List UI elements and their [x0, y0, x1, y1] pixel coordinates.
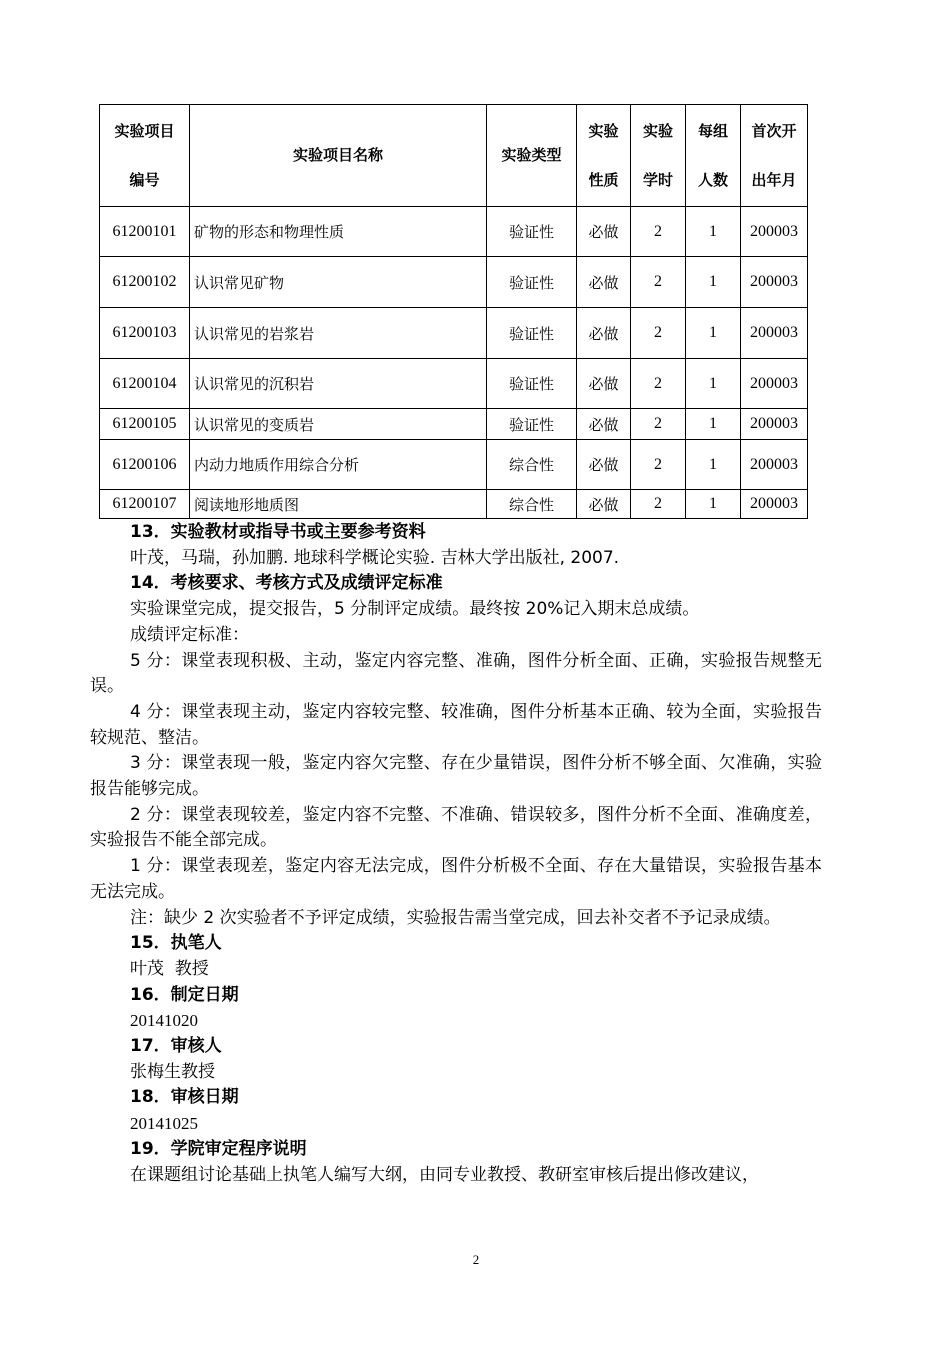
section-17-text: 张梅生教授 — [130, 1061, 215, 1082]
section-18-title: 18．审核日期 — [130, 1087, 239, 1108]
section-13-text: 叶茂，马瑞，孙加鹏. 地球科学概论实验. 吉林大学出版社, 2007. — [130, 547, 620, 568]
section-14-criteria: 成绩评定标准： — [130, 624, 249, 645]
cell-code: 61200107 — [100, 490, 190, 519]
grade-4-text: 4 分：课堂表现主动，鉴定内容较完整、较准确，图件分析基本正确、较为全面，实验报告较规范、整洁。 — [90, 701, 822, 748]
cell-first: 200003 — [741, 207, 808, 257]
cell-group: 1 — [686, 308, 741, 359]
section-19-title: 19．学院审定程序说明 — [130, 1138, 307, 1159]
grade-note: 注：缺少 2 次实验者不予评定成绩，实验报告需当堂完成，回去补交者不予记录成绩。 — [130, 907, 781, 928]
cell-code: 61200106 — [100, 440, 190, 490]
cell-hours: 2 — [631, 257, 686, 308]
table-row — [100, 308, 808, 359]
cell-nature: 必做 — [577, 440, 631, 490]
section-15-text: 叶茂 教授 — [130, 958, 209, 979]
page-number: 2 — [472, 1252, 480, 1267]
table-row — [100, 490, 808, 519]
section-16-text: 20141020 — [130, 1011, 198, 1031]
section-19-text: 在课题组讨论基础上执笔人编写大纲，由同专业教授、教研室审核后提出修改建议， — [130, 1164, 759, 1185]
cell-group: 1 — [686, 440, 741, 490]
cell-type: 验证性 — [487, 359, 577, 409]
cell-code: 61200105 — [100, 409, 190, 440]
cell-first: 200003 — [741, 257, 808, 308]
header-nature-line2: 性质 — [588, 170, 619, 189]
section-15-title: 15．执笔人 — [130, 933, 222, 954]
cell-nature: 必做 — [577, 257, 631, 308]
section-16-title: 16．制定日期 — [130, 984, 239, 1005]
cell-group: 1 — [686, 359, 741, 409]
grade-1-text: 1 分：课堂表现差，鉴定内容无法完成，图件分析极不全面、存在大量错误，实验报告基本无法完成。 — [90, 856, 822, 902]
table-header-row — [100, 105, 808, 207]
table-row — [100, 359, 808, 409]
cell-name: 认识常见的沉积岩 — [190, 359, 487, 409]
cell-nature: 必做 — [577, 490, 631, 519]
cell-type: 验证性 — [487, 308, 577, 359]
header-code-line1: 实验项目 — [114, 121, 175, 140]
cell-nature: 必做 — [577, 207, 631, 257]
cell-code: 61200102 — [100, 257, 190, 308]
cell-nature: 必做 — [577, 359, 631, 409]
header-code — [100, 105, 190, 207]
table-row — [100, 440, 808, 490]
section-14-title: 14．考核要求、考核方式及成绩评定标准 — [130, 573, 443, 594]
cell-type: 验证性 — [487, 207, 577, 257]
cell-group: 1 — [686, 207, 741, 257]
section-14-text: 实验课堂完成，提交报告，5 分制评定成绩。最终按 20%记入期末总成绩。 — [130, 599, 700, 620]
cell-hours: 2 — [631, 207, 686, 257]
grade-5-text: 5 分：课堂表现积极、主动，鉴定内容完整、准确，图件分析全面、正确，实验报告规整无误。 — [90, 650, 822, 697]
cell-first: 200003 — [741, 490, 808, 519]
cell-hours: 2 — [631, 440, 686, 490]
cell-code: 61200101 — [100, 207, 190, 257]
document-body — [90, 520, 822, 1188]
cell-code: 61200104 — [100, 359, 190, 409]
header-group — [686, 105, 741, 207]
header-hours-line1: 实验 — [642, 121, 673, 140]
cell-first: 200003 — [741, 440, 808, 490]
grade-2-text: 2 分：课堂表现较差，鉴定内容不完整、不准确、错误较多，图件分析不全面、准确度差，实验报告不能全部完成。 — [90, 804, 822, 851]
cell-nature: 必做 — [577, 308, 631, 359]
cell-hours: 2 — [631, 308, 686, 359]
header-hours — [631, 105, 686, 207]
table-row — [100, 409, 808, 440]
cell-code: 61200103 — [100, 308, 190, 359]
section-13-title: 13．实验教材或指导书或主要参考资料 — [130, 522, 426, 542]
cell-name: 认识常见矿物 — [190, 257, 487, 308]
header-name: 实验项目名称 — [190, 105, 487, 207]
header-group-line2: 人数 — [697, 170, 728, 189]
section-17-title: 17．审核人 — [130, 1036, 222, 1057]
header-nature — [577, 105, 631, 207]
cell-nature: 必做 — [577, 409, 631, 440]
cell-type: 综合性 — [487, 440, 577, 490]
cell-type: 综合性 — [487, 490, 577, 519]
experiment-table — [99, 104, 808, 519]
header-code-line2: 编号 — [129, 170, 160, 189]
grade-3-text: 3 分：课堂表现一般，鉴定内容欠完整、存在少量错误，图件分析不够全面、欠准确，实验报告能够完成。 — [90, 753, 822, 800]
cell-group: 1 — [686, 490, 741, 519]
cell-name: 认识常见的岩浆岩 — [190, 308, 487, 359]
table-row — [100, 207, 808, 257]
header-nature-line1: 实验 — [588, 121, 619, 140]
cell-type: 验证性 — [487, 409, 577, 440]
header-first-line2: 出年月 — [751, 170, 797, 189]
cell-type: 验证性 — [487, 257, 577, 308]
cell-group: 1 — [686, 257, 741, 308]
cell-hours: 2 — [631, 409, 686, 440]
cell-hours: 2 — [631, 490, 686, 519]
table-row — [100, 257, 808, 308]
cell-name: 矿物的形态和物理性质 — [190, 207, 487, 257]
cell-first: 200003 — [741, 409, 808, 440]
cell-first: 200003 — [741, 308, 808, 359]
header-group-line1: 每组 — [697, 121, 728, 140]
cell-name: 认识常见的变质岩 — [190, 409, 487, 440]
cell-name: 内动力地质作用综合分析 — [190, 440, 487, 490]
header-hours-line2: 学时 — [642, 170, 673, 189]
header-first — [741, 105, 808, 207]
cell-first: 200003 — [741, 359, 808, 409]
header-type: 实验类型 — [487, 105, 577, 207]
header-first-line1: 首次开 — [751, 121, 797, 140]
section-18-text: 20141025 — [130, 1114, 198, 1134]
cell-group: 1 — [686, 409, 741, 440]
cell-hours: 2 — [631, 359, 686, 409]
cell-name: 阅读地形地质图 — [190, 490, 487, 519]
